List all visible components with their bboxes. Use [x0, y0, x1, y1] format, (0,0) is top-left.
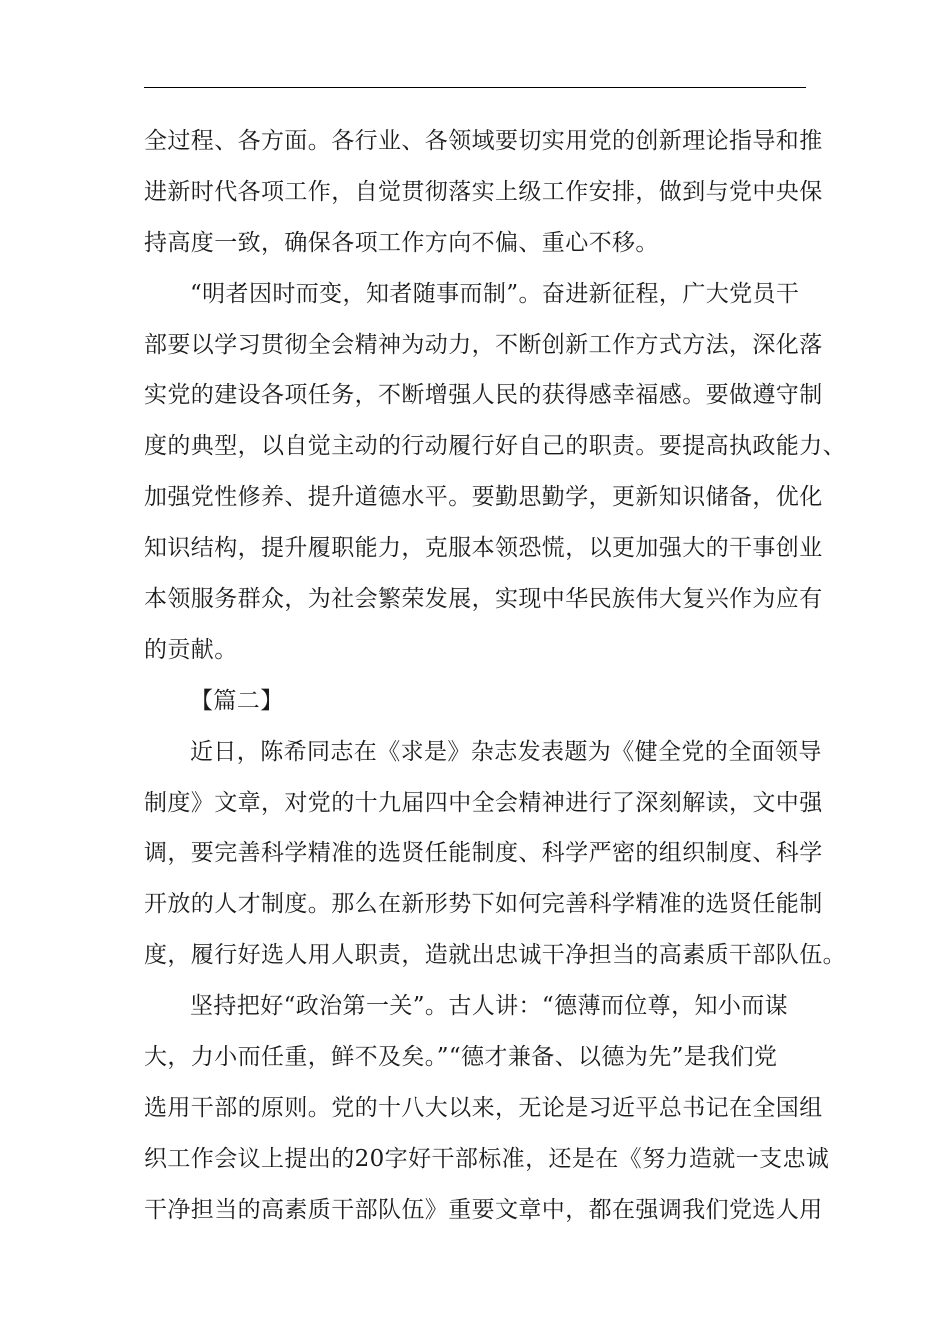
- text-line: 大，力小而任重，鲜不及矣。”“德才兼备、以德为先”是我们党: [144, 1044, 778, 1071]
- text-line: 加强党性修养、提升道德水平。要勤思勤学，更新知识储备，优化: [144, 484, 823, 511]
- text-line: 坚持把好“政治第一关”。古人讲：“德薄而位尊，知小而谋: [190, 993, 789, 1020]
- text-line: 全过程、各方面。各行业、各领域要切实用党的创新理论指导和推: [144, 128, 823, 154]
- document-body: [144, 116, 846, 1236]
- text-line: 度，履行好选人用人职责，造就出忠诚干净担当的高素质干部队伍。: [144, 942, 846, 969]
- text-line: 部要以学习贯彻全会精神为动力，不断创新工作方式方法，深化落: [144, 331, 823, 358]
- text-line: 本领服务群众，为社会繁荣发展，实现中华民族伟大复兴作为应有: [144, 586, 823, 613]
- text-line: 进新时代各项工作，自觉贯彻落实上级工作安排，做到与党中央保: [144, 178, 823, 205]
- text-line: 持高度一致，确保各项工作方向不偏、重心不移。: [144, 229, 659, 256]
- text-line: 【篇二】: [190, 687, 284, 714]
- text-line: “明者因时而变，知者随事而制”。奋进新征程，广大党员干: [190, 280, 800, 307]
- text-line: 度的典型，以自觉主动的行动履行好自己的职责。要提高执政能力、: [144, 433, 846, 460]
- text-line: 实党的建设各项任务，不断增强人民的获得感幸福感。要做遵守制: [144, 382, 823, 409]
- text-line: 的贡献。: [144, 636, 238, 663]
- text-line: 制度》文章，对党的十九届四中全会精神进行了深刻解读，文中强: [144, 789, 823, 816]
- text-line: 干净担当的高素质干部队伍》重要文章中，都在强调我们党选人用: [144, 1196, 823, 1223]
- text-line: 选用干部的原则。党的十八大以来，无论是习近平总书记在全国组: [144, 1094, 823, 1121]
- header-rule: [144, 87, 806, 88]
- text-line: 知识结构，提升履职能力，克服本领恐慌，以更加强大的干事创业: [144, 535, 823, 562]
- text-line: 织工作会议上提出的20字好干部标准，还是在《努力造就一支忠诚: [144, 1145, 830, 1172]
- text-line: 开放的人才制度。那么在新形势下如何完善科学精准的选贤任能制: [144, 891, 823, 918]
- text-line: 近日，陈希同志在《求是》杂志发表题为《健全党的全面领导: [190, 738, 822, 765]
- text-line: 调，要完善科学精准的选贤任能制度、科学严密的组织制度、科学: [144, 840, 823, 867]
